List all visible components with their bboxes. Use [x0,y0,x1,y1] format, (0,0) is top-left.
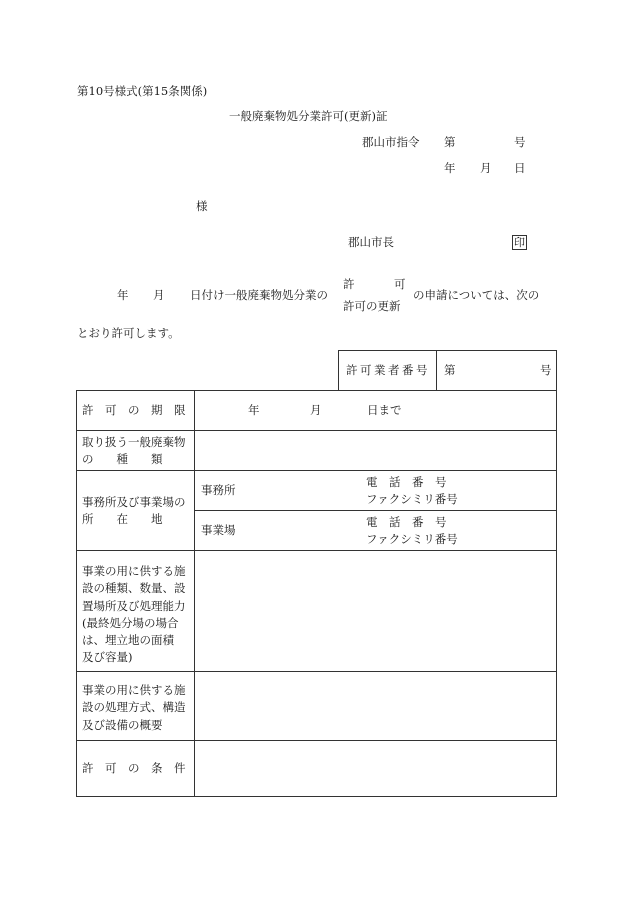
facility-line-1: 事業の用に供する施 [82,564,186,578]
waste-type-label [82,434,186,467]
option-new-char-2: 可 [394,277,406,291]
waste-type-line-1: 取り扱う一般廃棄物 [82,435,186,449]
facility-label [82,563,186,667]
facility-line-2: 設の種類、数量、設 [82,581,186,596]
cert-number-prefix: 郡山市指令 [362,135,420,149]
permit-number-go: 号 [540,363,552,377]
option-new-char-1: 許 [343,277,355,291]
office-phone-label: 電 話 番 号 [366,475,447,489]
method-line-1: 事業の用に供する施 [82,683,186,697]
facility-line-4: (最終処分場の場合 [82,615,179,630]
cert-number-dai: 第 [444,135,456,149]
site-phone-label: 電 話 番 号 [366,515,447,529]
office-contact [366,474,458,507]
location-line-2: 所 在 地 [82,511,163,526]
office-fax-label: ファクシミリ番号 [366,491,458,506]
cert-number-go: 号 [514,135,526,149]
date-year: 年 [444,161,456,175]
period-month: 月 [310,403,322,417]
facility-line-6: 及び容量) [82,650,133,665]
location-label [82,494,186,527]
site-contact [366,514,458,547]
conditions-label: 許 可 の 条 件 [82,761,186,775]
permit-number-dai: 第 [444,363,456,377]
period-year: 年 [248,403,260,417]
form-number: 第10号様式(第15条関係) [77,84,208,98]
issuer-name: 郡山市長 [348,235,394,249]
date-day: 日 [514,161,526,175]
location-line-1: 事務所及び事業場の [82,495,186,509]
body-rest: の申請については、次の [413,288,540,302]
method-line-3: 及び設備の概要 [82,717,163,732]
facility-line-5: は、埋立地の面積 [82,633,174,647]
option-renewal: 許可の更新 [343,299,401,313]
seal-mark: 印 [514,236,525,249]
body-month: 月 [153,288,165,302]
facility-line-3: 置場所及び処理能力 [82,598,186,613]
method-line-2: 設の処理方式、構造 [82,700,186,715]
period-until: 日まで [367,403,402,417]
recipient-suffix: 様 [196,199,208,213]
site-fax-label: ファクシミリ番号 [366,531,458,546]
site-label: 事業場 [201,523,236,537]
date-month: 月 [480,161,492,175]
office-label: 事務所 [201,483,236,497]
body-line-2: とおり許可します。 [77,326,180,340]
method-label [82,682,186,734]
waste-type-line-2: の 種 類 [82,451,163,466]
period-label: 許 可 の 期 限 [82,403,186,417]
document-title: 一般廃棄物処分業許可(更新)証 [229,109,388,123]
body-year: 年 [117,288,129,302]
permit-number-label: 許可業者番号 [346,363,430,377]
body-dated: 日付け一般廃棄物処分業の [190,288,328,302]
